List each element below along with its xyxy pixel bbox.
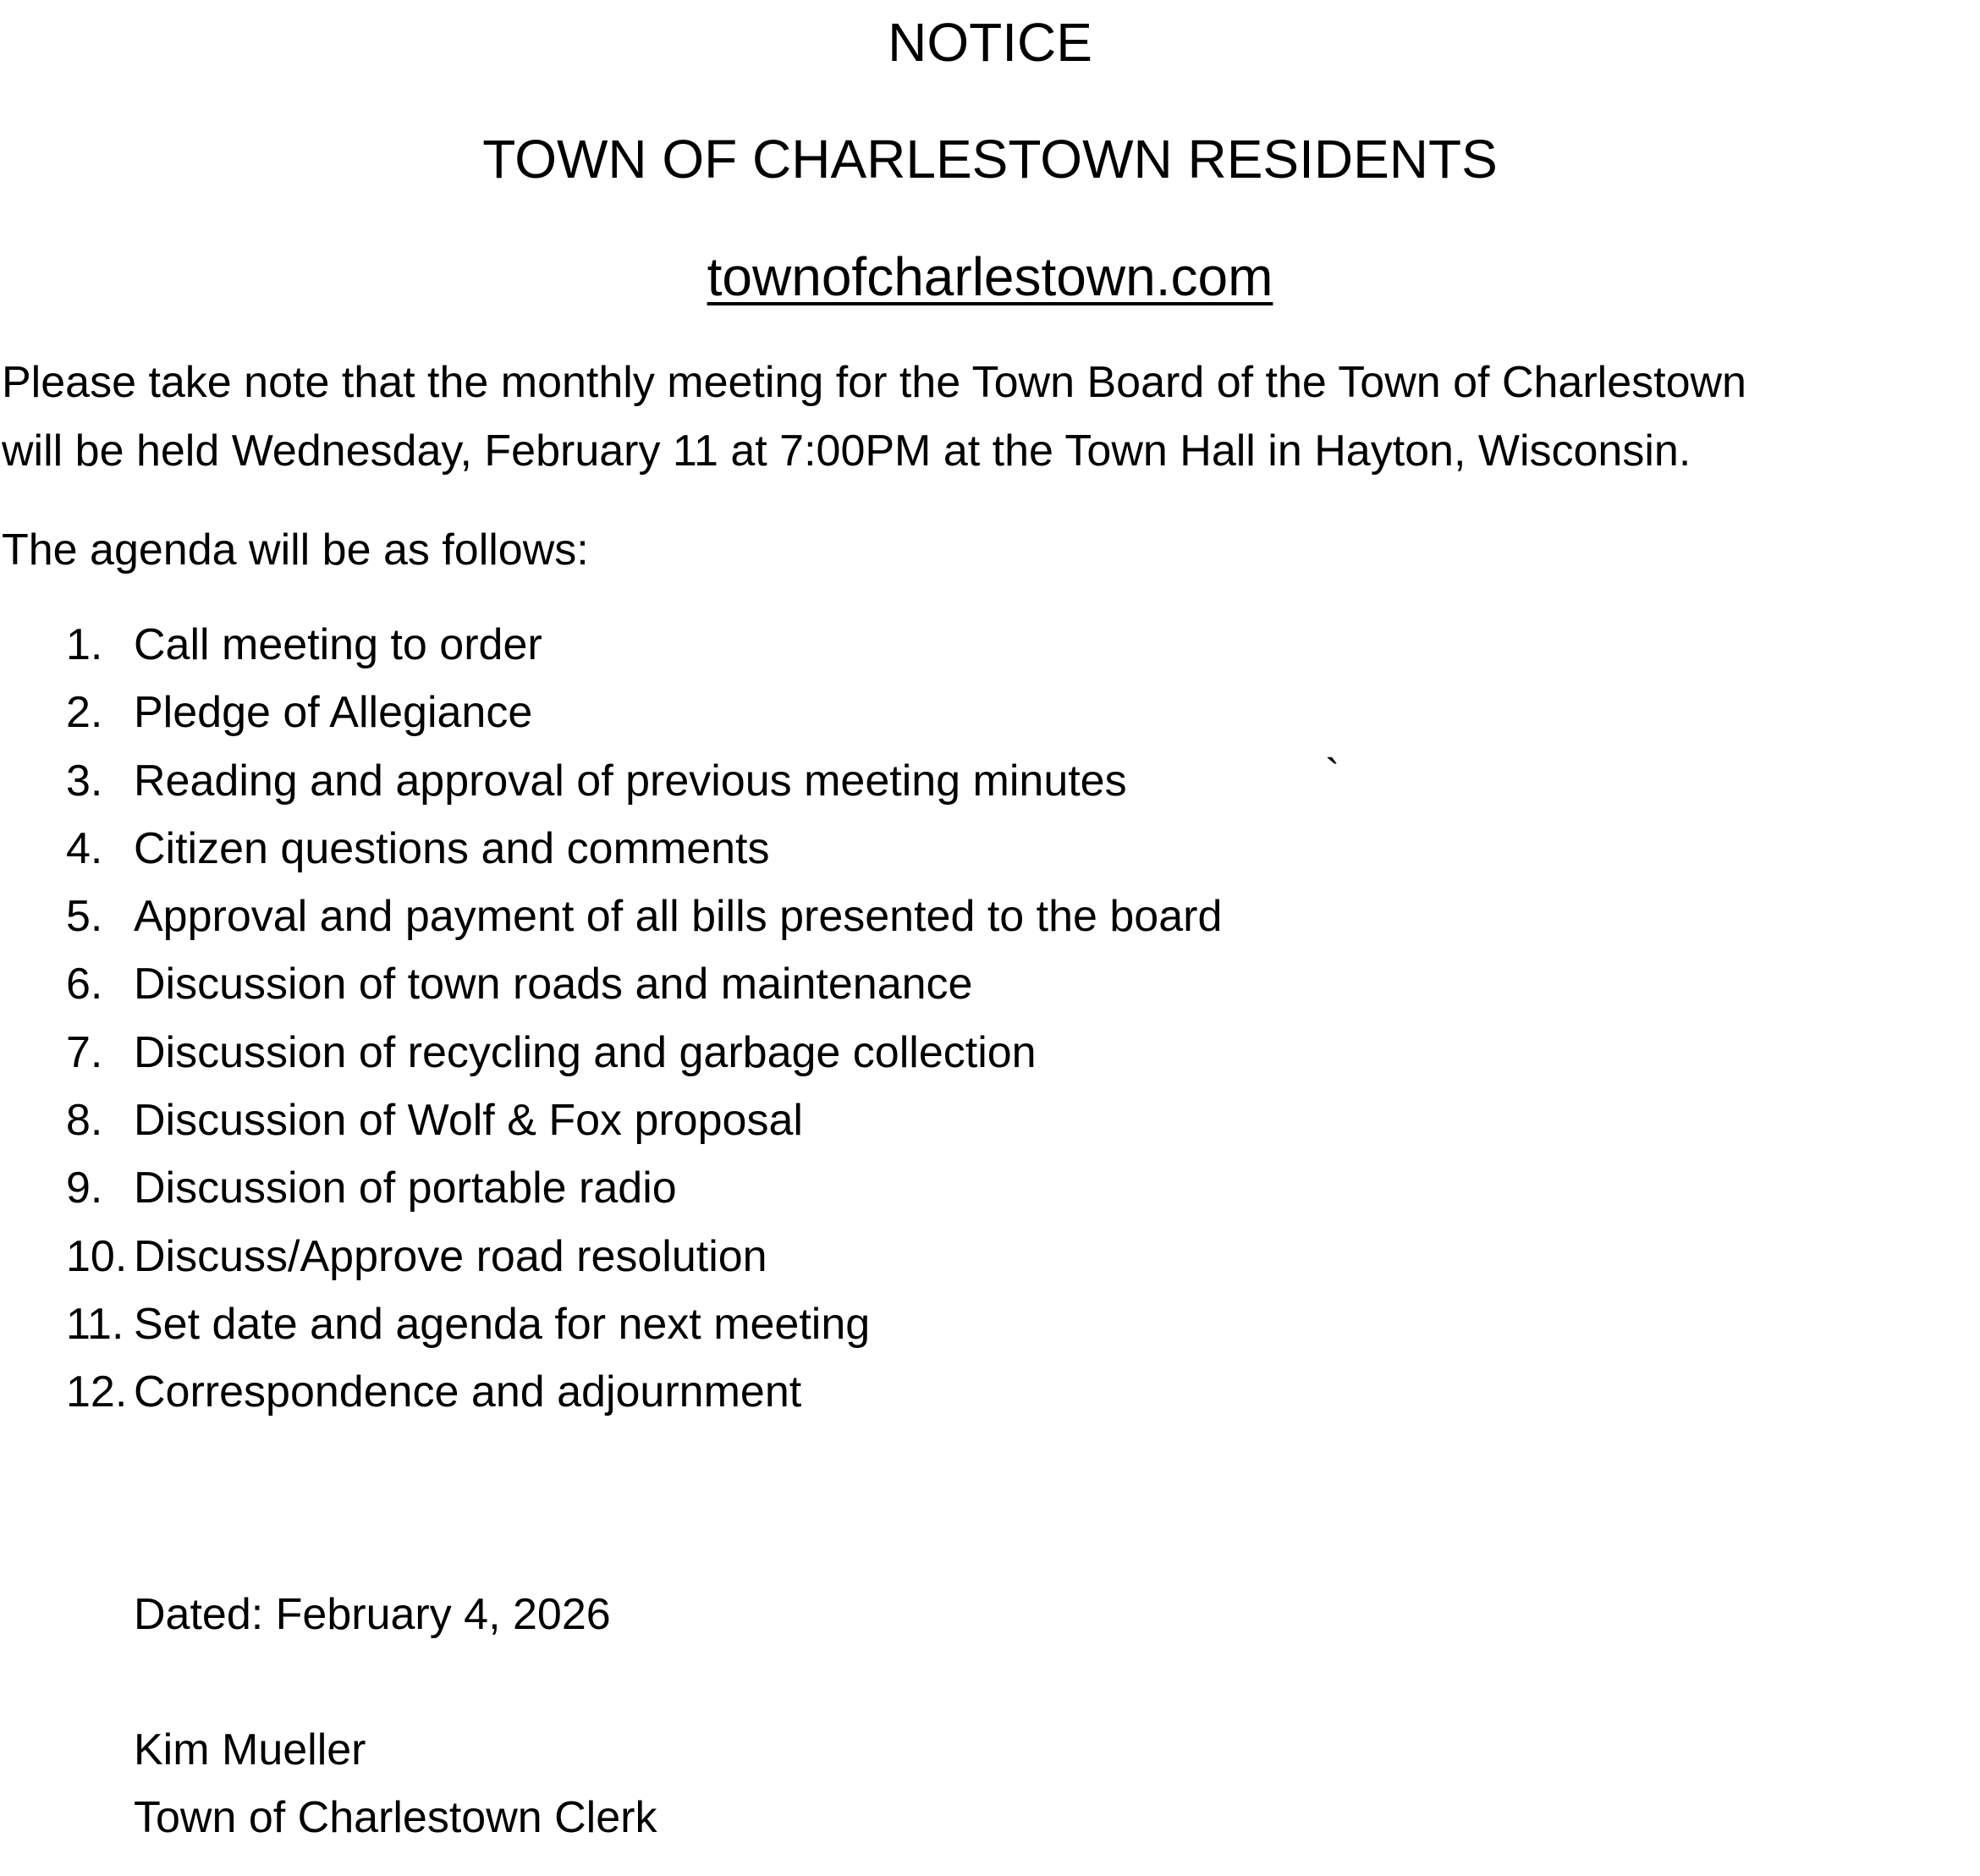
- agenda-item-text: Citizen questions and comments: [134, 823, 770, 873]
- agenda-item-number: 9.: [66, 1164, 103, 1213]
- agenda-item-number: 8.: [66, 1096, 103, 1146]
- intro-paragraph-line-2: will be held Wednesday, February 11 at 7:00PM at the Town Hall in Hayton, Wisconsin.: [2, 426, 1691, 476]
- stray-backtick-mark: `: [1325, 751, 1340, 800]
- agenda-item-text: Discussion of town roads and maintenance: [134, 960, 973, 1010]
- residents-heading: TOWN OF CHARLESTOWN RESIDENTS: [482, 129, 1498, 190]
- agenda-item-text: Reading and approval of previous meeting minutes: [134, 756, 1127, 806]
- clerk-name: Kim Mueller: [134, 1725, 366, 1774]
- agenda-item-text: Pledge of Allegiance: [134, 688, 533, 738]
- website-link[interactable]: townofcharlestown.com: [707, 246, 1273, 307]
- agenda-item-text: Discussion of recycling and garbage collection: [134, 1027, 1037, 1077]
- notice-heading: NOTICE: [888, 12, 1092, 73]
- agenda-item-number: 10.: [66, 1231, 128, 1281]
- agenda-item-number: 11.: [66, 1299, 124, 1349]
- agenda-item-number: 5.: [66, 892, 103, 942]
- agenda-item-number: 12.: [66, 1367, 128, 1417]
- agenda-item-text: Discussion of Wolf & Fox proposal: [134, 1096, 803, 1146]
- agenda-item-number: 2.: [66, 688, 103, 738]
- agenda-item-text: Set date and agenda for next meeting: [134, 1299, 871, 1349]
- agenda-item-text: Correspondence and adjournment: [134, 1367, 802, 1417]
- agenda-item-number: 1.: [66, 620, 103, 669]
- agenda-intro: The agenda will be as follows:: [2, 525, 589, 575]
- clerk-title: Town of Charlestown Clerk: [134, 1793, 657, 1842]
- agenda-item-text: Approval and payment of all bills presented to the board: [134, 892, 1223, 942]
- agenda-item-text: Discuss/Approve road resolution: [134, 1231, 767, 1281]
- agenda-item-text: Discussion of portable radio: [134, 1164, 677, 1213]
- dated-line: Dated: February 4, 2026: [134, 1590, 611, 1639]
- agenda-item-text: Call meeting to order: [134, 620, 542, 669]
- agenda-item-number: 4.: [66, 823, 103, 873]
- agenda-item-number: 3.: [66, 756, 103, 806]
- intro-paragraph-line-1: Please take note that the monthly meeting for the Town Board of the Town of Charlestown: [2, 358, 1746, 407]
- agenda-item-number: 7.: [66, 1027, 103, 1077]
- agenda-item-number: 6.: [66, 960, 103, 1010]
